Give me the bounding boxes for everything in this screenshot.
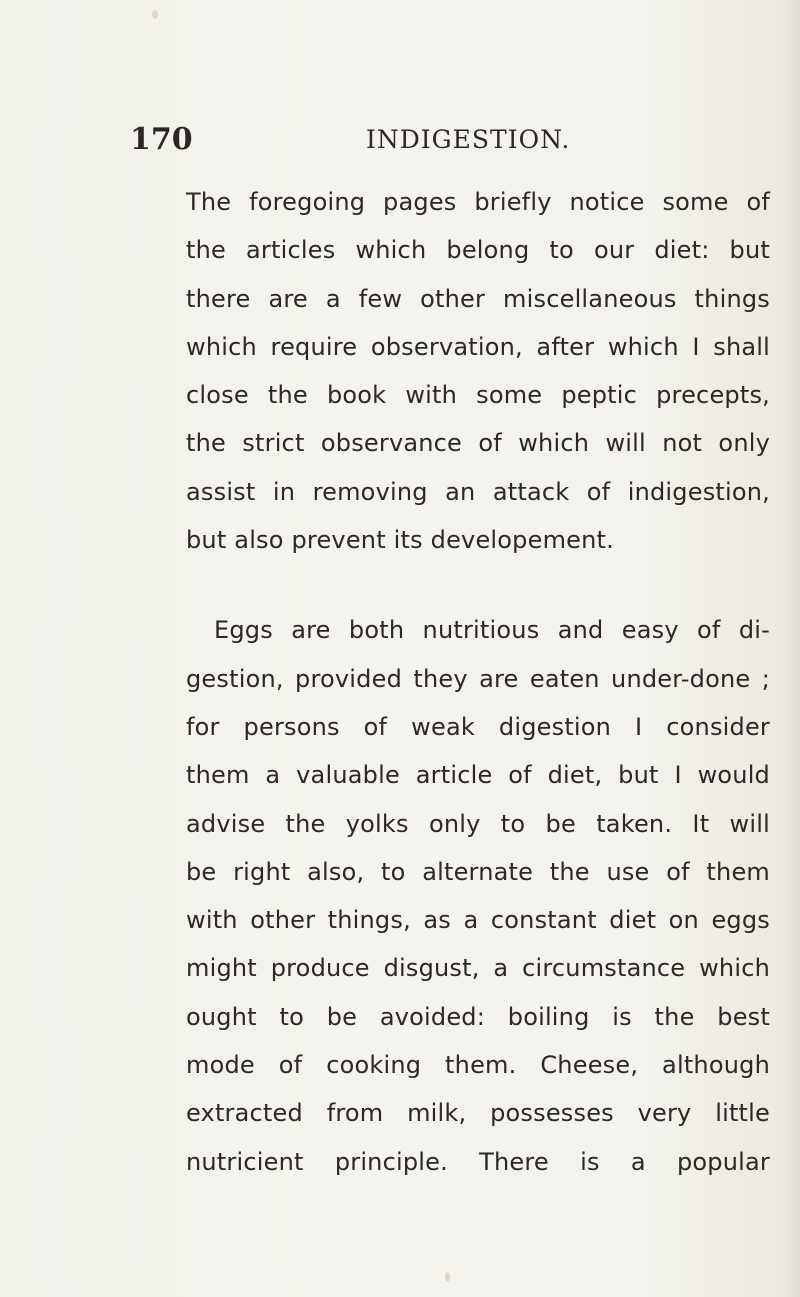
page-header	[130, 122, 770, 162]
text-line: with other things, as a constant diet on eggs	[186, 906, 770, 935]
page-number: 170	[130, 122, 193, 157]
text-line: close the book with some peptic precepts,	[186, 381, 770, 410]
text-line: mode of cooking them. Cheese, although	[186, 1051, 770, 1080]
text-line: nutricient principle. There is a popular	[186, 1147, 770, 1176]
text-line: which require observation, after which I shall	[186, 332, 770, 361]
text-line: might produce disgust, a circumstance which	[186, 954, 770, 983]
paper-speck	[152, 10, 158, 19]
text-line: gestion, provided they are eaten under-done ;	[186, 664, 770, 693]
text-line: the articles which belong to our diet: but	[186, 236, 770, 265]
text-line: but also prevent its developement.	[186, 526, 614, 555]
text-line: ought to be avoided: boiling is the best	[186, 1002, 770, 1031]
paragraph	[186, 606, 770, 1186]
text-line: the strict observance of which will not only	[186, 429, 770, 458]
running-head: INDIGESTION.	[366, 125, 571, 154]
paragraph-gap	[186, 564, 770, 606]
text-line: extracted from milk, possesses very little	[186, 1099, 770, 1128]
text-line: be right also, to alternate the use of them	[186, 857, 770, 886]
text-line: there are a few other miscellaneous things	[186, 284, 770, 313]
text-line: them a valuable article of diet, but I would	[186, 761, 770, 790]
text-line: The foregoing pages briefly notice some of	[186, 188, 770, 216]
text-line: advise the yolks only to be taken. It will	[186, 809, 770, 838]
text-line: for persons of weak digestion I consider	[186, 712, 770, 741]
paragraph	[186, 178, 770, 564]
page-edge-shadow	[786, 0, 800, 1297]
text-line: assist in removing an attack of indigestion,	[186, 477, 770, 506]
body-text	[186, 178, 770, 1186]
paper-speck	[445, 1272, 450, 1282]
text-line: Eggs are both nutritious and easy of di-	[214, 616, 770, 645]
